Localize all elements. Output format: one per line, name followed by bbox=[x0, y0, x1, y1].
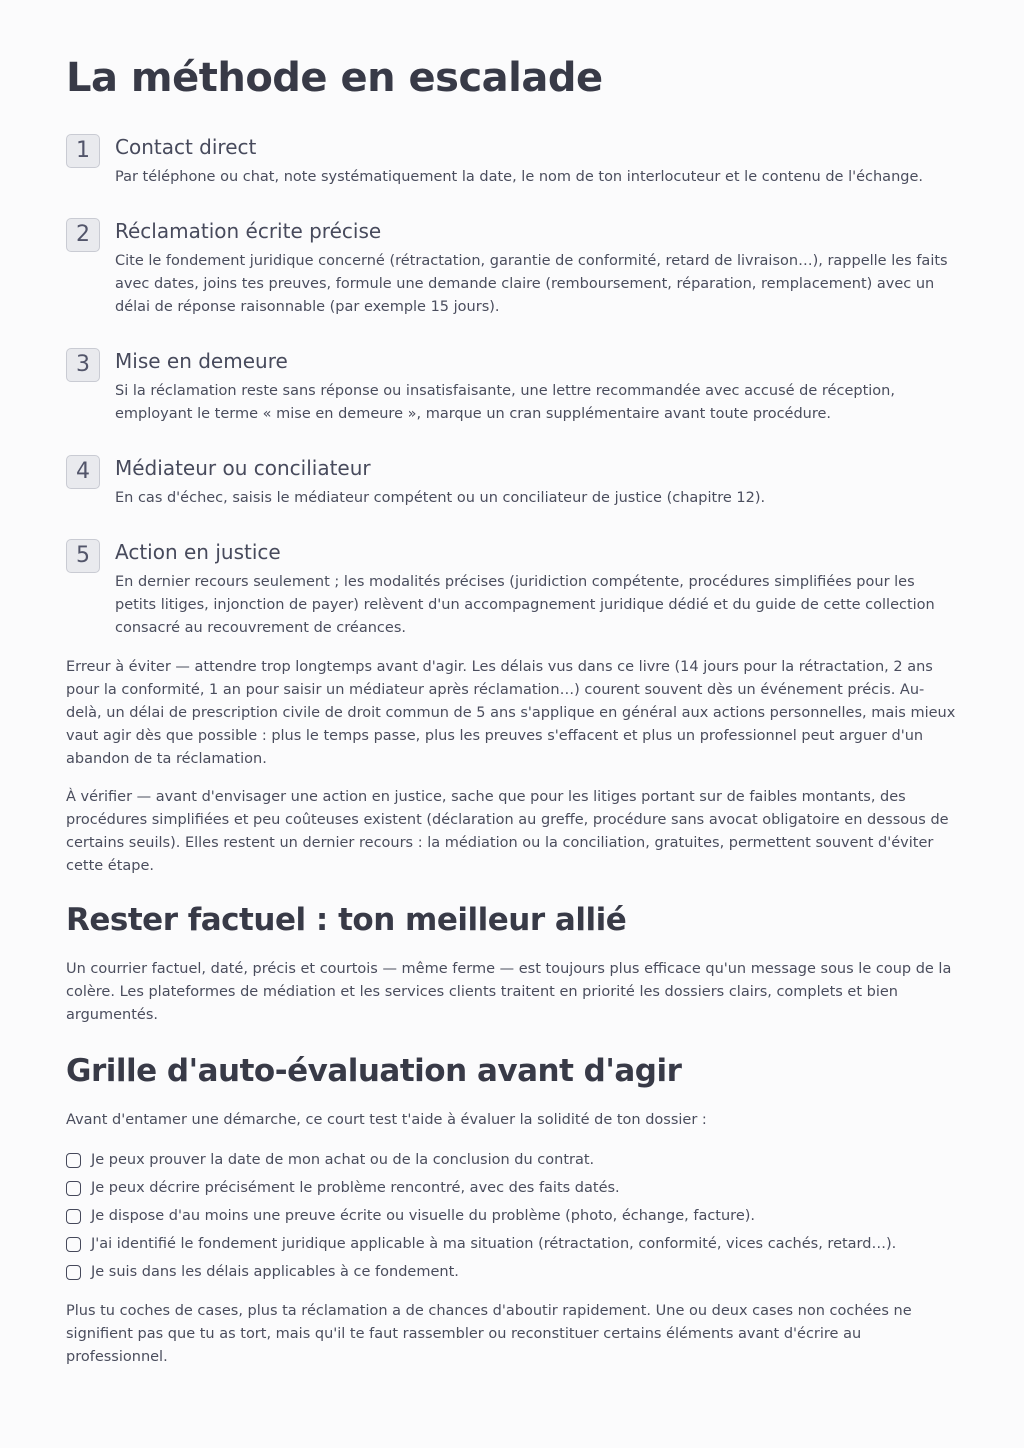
step-title: Médiateur ou conciliateur bbox=[115, 456, 371, 480]
checkbox[interactable] bbox=[66, 1265, 81, 1280]
step-number-badge: 3 bbox=[66, 348, 100, 382]
step-2 bbox=[66, 218, 958, 319]
checklist-item-label: Je suis dans les délais applicables à ce fondement. bbox=[91, 1264, 459, 1280]
step-4 bbox=[66, 455, 958, 510]
step-title: Réclamation écrite précise bbox=[115, 219, 382, 243]
checkbox[interactable] bbox=[66, 1181, 81, 1196]
checkbox[interactable] bbox=[66, 1153, 81, 1168]
checklist-item bbox=[66, 1230, 958, 1258]
step-description: Par téléphone ou chat, note systématiquement la date, le nom de ton interlocuteur et le contenu de l'échange. bbox=[115, 169, 923, 185]
checklist bbox=[66, 1146, 958, 1286]
checkbox[interactable] bbox=[66, 1237, 81, 1252]
checklist-item-label: J'ai identifié le fondement juridique applicable à ma situation (rétractation, conformité, vices cachés, retard…). bbox=[91, 1236, 897, 1252]
step-number-badge: 4 bbox=[66, 455, 100, 489]
step-number-badge: 2 bbox=[66, 218, 100, 252]
step-number-badge: 1 bbox=[66, 134, 100, 168]
verify-note: À vérifier — avant d'envisager une action en justice, sache que pour les litiges portant sur de faibles montants, des procédures simplifiées et peu coûteuses existent (déclaration au greffe, procédure sans avocat obligatoire en dessous de certains seuils). Elles restent un dernier recours : la médiation ou la conciliation, gratuites, permettent souvent d'éviter cette étape. bbox=[66, 789, 949, 874]
checklist-item-label: Je peux prouver la date de mon achat ou de la conclusion du contrat. bbox=[91, 1152, 595, 1168]
grid-intro: Avant d'entamer une démarche, ce court test t'aide à évaluer la solidité de ton dossier : bbox=[66, 1112, 707, 1128]
step-title: Mise en demeure bbox=[115, 349, 288, 373]
step-number-badge: 5 bbox=[66, 539, 100, 573]
step-title: Contact direct bbox=[115, 135, 257, 159]
step-description: En dernier recours seulement ; les modalités précises (juridiction compétente, procédures simplifiées pour les petits litiges, injonction de payer) relèvent d'un accompagnement juridique dédié et du guide de cette collection consacré au recouvrement de créances. bbox=[115, 574, 935, 636]
checklist-item bbox=[66, 1258, 958, 1286]
grid-conclusion: Plus tu coches de cases, plus ta réclamation a de chances d'aboutir rapidement. Une ou deux cases non cochées ne signifient pas que tu as tort, mais qu'il te faut rassembler ou reconstituer certains éléments avant d'écrire au professionnel. bbox=[66, 1303, 912, 1365]
step-1 bbox=[66, 134, 958, 189]
factual-heading: Rester factuel : ton meilleur allié bbox=[66, 902, 627, 938]
checklist-item bbox=[66, 1146, 958, 1174]
step-title: Action en justice bbox=[115, 540, 281, 564]
step-description: En cas d'échec, saisis le médiateur compétent ou un conciliateur de justice (chapitre 12). bbox=[115, 490, 766, 506]
grid-heading: Grille d'auto-évaluation avant d'agir bbox=[66, 1053, 682, 1089]
checklist-item bbox=[66, 1174, 958, 1202]
checklist-item-label: Je dispose d'au moins une preuve écrite ou visuelle du problème (photo, échange, facture). bbox=[91, 1208, 756, 1224]
step-description: Si la réclamation reste sans réponse ou insatisfaisante, une lettre recommandée avec accusé de réception, employant le terme « mise en demeure », marque un cran supplémentaire avant toute procédure. bbox=[115, 383, 895, 422]
checklist-item bbox=[66, 1202, 958, 1230]
page-title: La méthode en escalade bbox=[66, 55, 603, 101]
step-description: Cite le fondement juridique concerné (rétractation, garantie de conformité, retard de livraison…), rappelle les faits avec dates, joins tes preuves, formule une demande claire (remboursement, réparation, remplacement) avec un délai de réponse raisonnable (par exemple 15 jours). bbox=[115, 253, 948, 315]
warning-note: Erreur à éviter — attendre trop longtemps avant d'agir. Les délais vus dans ce livre (14 jours pour la rétractation, 2 ans pour la conformité, 1 an pour saisir un médiateur après réclamation…) courent souvent dès un événement précis. Au-delà, un délai de prescription civile de droit commun de 5 ans s'applique en général aux actions personnelles, mais mieux vaut agir dès que possible : plus le temps passe, plus les preuves s'effacent et plus un professionnel peut arguer d'un abandon de ta réclamation. bbox=[66, 659, 956, 767]
step-5 bbox=[66, 539, 958, 640]
checkbox[interactable] bbox=[66, 1209, 81, 1224]
checklist-item-label: Je peux décrire précisément le problème rencontré, avec des faits datés. bbox=[91, 1180, 620, 1196]
factual-paragraph: Un courrier factuel, daté, précis et courtois — même ferme — est toujours plus efficace qu'un message sous le coup de la colère. Les plateformes de médiation et les services clients traitent en priorité les dossiers clairs, complets et bien argumentés. bbox=[66, 961, 952, 1023]
step-3 bbox=[66, 348, 958, 426]
